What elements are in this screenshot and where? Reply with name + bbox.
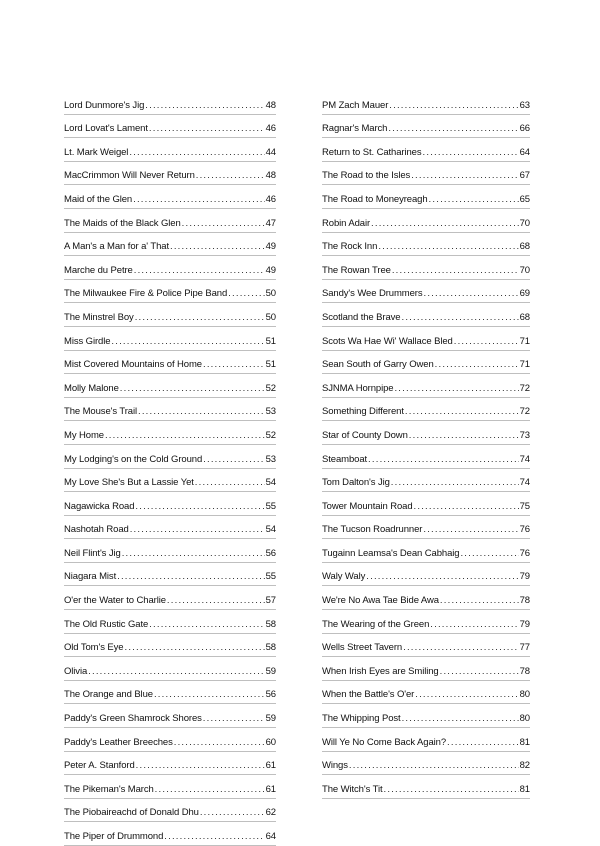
index-entry: [322, 280, 530, 304]
entry-page-number: 64: [265, 831, 276, 842]
entry-page-number: 50: [265, 288, 276, 300]
entry-title: Star of County Down: [322, 429, 408, 441]
index-entry: [322, 492, 530, 516]
entry-page-number: 58: [265, 618, 276, 630]
dot-leader: [384, 784, 519, 796]
entry-page-number: 65: [519, 193, 530, 205]
dot-leader: [392, 265, 519, 277]
entry-title: Paddy's Green Shamrock Shores: [64, 713, 202, 725]
index-entry: [322, 421, 530, 445]
index-entry: [322, 327, 530, 351]
entry-title: Olivia: [64, 665, 88, 677]
index-entry: [322, 374, 530, 398]
dot-leader: [135, 501, 264, 513]
entry-page-number: 77: [519, 642, 530, 654]
entry-title: When Irish Eyes are Smiling: [322, 665, 439, 677]
dot-leader: [401, 312, 518, 324]
entry-title: Old Tom's Eye: [64, 642, 124, 654]
dot-leader: [405, 406, 519, 418]
dot-leader: [440, 595, 519, 607]
dot-leader: [203, 454, 264, 466]
dot-leader: [134, 265, 265, 277]
entry-page-number: 80: [519, 713, 530, 725]
dot-leader: [203, 359, 265, 371]
dot-leader: [203, 713, 265, 725]
entry-page-number: 63: [519, 99, 530, 111]
dot-leader: [423, 524, 518, 536]
dot-leader: [423, 288, 518, 300]
entry-title: The Maids of the Black Glen: [64, 217, 181, 229]
dot-leader: [135, 312, 265, 324]
entry-page-number: 80: [519, 689, 530, 701]
entry-title: Marche du Petre: [64, 264, 133, 276]
dot-leader: [349, 760, 519, 772]
entry-title: The Road to the Isles: [322, 170, 411, 182]
dot-leader: [447, 737, 519, 749]
entry-page-number: 61: [265, 760, 276, 772]
entry-page-number: 44: [265, 146, 276, 158]
entry-page-number: 53: [265, 406, 276, 418]
entry-page-number: 51: [265, 359, 276, 371]
index-entry: [64, 374, 276, 398]
dot-leader: [129, 147, 264, 159]
entry-page-number: 75: [519, 500, 530, 512]
entry-page-number: 57: [265, 595, 276, 607]
entry-title: Lt. Mark Weigel: [64, 146, 129, 158]
entry-page-number: 72: [519, 382, 530, 394]
index-entry: [322, 209, 530, 233]
entry-page-number: 81: [519, 783, 530, 795]
dot-leader: [460, 548, 518, 560]
entry-title: My Love She's But a Lassie Yet: [64, 477, 194, 489]
index-entry: [64, 539, 276, 563]
dot-leader: [136, 760, 265, 772]
entry-title: Tom Dalton's Jig: [322, 477, 390, 489]
dot-leader: [228, 288, 264, 300]
index-entry: [322, 138, 530, 162]
dot-leader: [182, 218, 265, 230]
index-entry: [64, 138, 276, 162]
dot-leader: [429, 194, 519, 206]
index-entry: [322, 563, 530, 587]
entry-title: Miss Girdle: [64, 335, 111, 347]
index-column-left: [64, 91, 276, 846]
index-entry: [322, 704, 530, 728]
entry-page-number: 61: [265, 783, 276, 795]
entry-title: The Piper of Drummond: [64, 831, 164, 842]
dot-leader: [195, 477, 265, 489]
index-entry: [322, 516, 530, 540]
dot-leader: [378, 241, 518, 253]
entry-title: PM Zach Mauer: [322, 99, 389, 111]
index-entry: [322, 303, 530, 327]
entry-page-number: 49: [265, 264, 276, 276]
index-entry: [64, 516, 276, 540]
entry-page-number: 72: [519, 406, 530, 418]
dot-leader: [196, 170, 265, 182]
index-entry: [322, 775, 530, 799]
index-entry: [64, 91, 276, 115]
dot-leader: [120, 383, 265, 395]
entry-page-number: 49: [265, 241, 276, 253]
dot-leader: [149, 123, 265, 135]
dot-leader: [124, 642, 264, 654]
entry-title: Molly Malone: [64, 382, 119, 394]
index-entry: [64, 563, 276, 587]
entry-page-number: 74: [519, 477, 530, 489]
index-entry: [64, 681, 276, 705]
entry-page-number: 46: [265, 193, 276, 205]
dot-leader: [391, 477, 519, 489]
entry-title: My Lodging's on the Cold Ground: [64, 453, 203, 465]
dot-leader: [88, 666, 264, 678]
dot-leader: [366, 571, 518, 583]
entry-title: The Tucson Roadrunner: [322, 524, 423, 536]
entry-page-number: 48: [265, 99, 276, 111]
entry-title: Nashotah Road: [64, 524, 129, 536]
dot-leader: [368, 454, 519, 466]
entry-page-number: 68: [519, 241, 530, 253]
index-entry: [64, 185, 276, 209]
index-entry: [64, 162, 276, 186]
entry-title: Wings: [322, 760, 348, 772]
index-entry: [322, 185, 530, 209]
entry-page-number: 81: [519, 736, 530, 748]
entry-page-number: 79: [519, 571, 530, 583]
dot-leader: [122, 548, 265, 560]
index-entry: [64, 752, 276, 776]
dot-leader: [155, 784, 265, 796]
dot-leader: [200, 807, 265, 819]
dot-leader: [411, 170, 518, 182]
entry-title: The Rock Inn: [322, 241, 378, 253]
index-entry: [322, 256, 530, 280]
entry-page-number: 79: [519, 618, 530, 630]
dot-leader: [145, 100, 264, 112]
index-entry: [64, 775, 276, 799]
entry-page-number: 56: [265, 689, 276, 701]
entry-title: O'er the Water to Charlie: [64, 595, 166, 607]
entry-title: Lord Lovat's Lament: [64, 123, 148, 135]
index-entry: [64, 256, 276, 280]
entry-title: Will Ye No Come Back Again?: [322, 736, 447, 748]
index-entry: [64, 634, 276, 658]
entry-title: Niagara Mist: [64, 571, 117, 583]
entry-page-number: 78: [519, 595, 530, 607]
entry-page-number: 70: [519, 264, 530, 276]
entry-page-number: 58: [265, 642, 276, 654]
index-entry: [64, 421, 276, 445]
entry-title: The Orange and Blue: [64, 689, 153, 701]
entry-title: MacCrimmon Will Never Return: [64, 170, 195, 182]
dot-leader: [133, 194, 265, 206]
entry-page-number: 59: [265, 665, 276, 677]
dot-leader: [403, 642, 519, 654]
entry-page-number: 76: [519, 547, 530, 559]
entry-page-number: 47: [265, 217, 276, 229]
entry-title: The Mouse's Trail: [64, 406, 137, 418]
entry-title: Paddy's Leather Breeches: [64, 736, 173, 748]
entry-title: Mist Covered Mountains of Home: [64, 359, 202, 371]
entry-title: The Piobaireachd of Donald Dhu: [64, 807, 199, 819]
entry-title: Return to St. Catharines: [322, 146, 422, 158]
entry-title: The Witch's Tit: [322, 783, 383, 795]
dot-leader: [389, 100, 518, 112]
index-entry: [64, 610, 276, 634]
entry-title: My Home: [64, 429, 104, 441]
entry-page-number: 52: [265, 429, 276, 441]
entry-page-number: 70: [519, 217, 530, 229]
index-column-right: [322, 91, 530, 799]
dot-leader: [170, 241, 265, 253]
index-entry: [322, 398, 530, 422]
dot-leader: [388, 123, 518, 135]
index-entry: [322, 728, 530, 752]
dot-leader: [105, 430, 265, 442]
entry-title: The Rowan Tree: [322, 264, 391, 276]
dot-leader: [440, 666, 519, 678]
entry-title: Neil Flint's Jig: [64, 547, 121, 559]
dot-leader: [409, 430, 519, 442]
dot-leader: [414, 501, 519, 513]
entry-page-number: 76: [519, 524, 530, 536]
index-entry: [322, 610, 530, 634]
entry-page-number: 74: [519, 453, 530, 465]
entry-page-number: 50: [265, 311, 276, 323]
entry-title: Tower Mountain Road: [322, 500, 413, 512]
dot-leader: [117, 571, 265, 583]
dot-leader: [167, 595, 265, 607]
entry-page-number: 54: [265, 477, 276, 489]
dot-leader: [435, 359, 519, 371]
dot-leader: [164, 831, 264, 843]
entry-title: Robin Adair: [322, 217, 371, 229]
dot-leader: [154, 689, 265, 701]
entry-title: The Whipping Post: [322, 713, 401, 725]
index-entry: [64, 303, 276, 327]
entry-title: The Minstrel Boy: [64, 311, 134, 323]
entry-page-number: 71: [519, 335, 530, 347]
index-entry: [64, 209, 276, 233]
index-entry: [322, 657, 530, 681]
entry-page-number: 52: [265, 382, 276, 394]
index-entry: [64, 728, 276, 752]
entry-page-number: 51: [265, 335, 276, 347]
index-entry: [64, 445, 276, 469]
index-entry: [64, 799, 276, 823]
index-entry: [322, 351, 530, 375]
entry-title: Scotland the Brave: [322, 311, 401, 323]
index-entry: [64, 233, 276, 257]
entry-page-number: 53: [265, 453, 276, 465]
dot-leader: [149, 619, 264, 631]
dot-leader: [402, 713, 519, 725]
index-entry: [64, 115, 276, 139]
dot-leader: [371, 218, 519, 230]
entry-title: Steamboat: [322, 453, 368, 465]
index-entry: [322, 233, 530, 257]
entry-page-number: 55: [265, 500, 276, 512]
index-entry: [322, 162, 530, 186]
entry-title: Peter A. Stanford: [64, 760, 135, 772]
entry-page-number: 48: [265, 170, 276, 182]
index-entry: [322, 469, 530, 493]
entry-page-number: 73: [519, 429, 530, 441]
entry-page-number: 69: [519, 288, 530, 300]
entry-title: The Milwaukee Fire & Police Pipe Band: [64, 288, 228, 300]
entry-title: Ragnar's March: [322, 123, 388, 135]
dot-leader: [130, 524, 265, 536]
dot-leader: [174, 737, 265, 749]
entry-page-number: 78: [519, 665, 530, 677]
entry-title: The Road to Moneyreagh: [322, 193, 428, 205]
entry-title: SJNMA Hornpipe: [322, 382, 394, 394]
entry-page-number: 59: [265, 713, 276, 725]
index-entry: [322, 445, 530, 469]
entry-title: Scots Wa Hae Wi' Wallace Bled: [322, 335, 453, 347]
entry-title: The Wearing of the Green: [322, 618, 430, 630]
entry-title: Nagawicka Road: [64, 500, 135, 512]
index-entry: [322, 634, 530, 658]
entry-page-number: 71: [519, 359, 530, 371]
entry-title: Sandy's Wee Drummers: [322, 288, 423, 300]
entry-title: Waly Waly: [322, 571, 366, 583]
entry-title: Maid of the Glen: [64, 193, 133, 205]
entry-page-number: 60: [265, 736, 276, 748]
entry-title: A Man's a Man for a' That: [64, 241, 169, 253]
index-entry: [322, 586, 530, 610]
index-entry: [64, 398, 276, 422]
entry-page-number: 66: [519, 123, 530, 135]
entry-title: The Pikeman's March: [64, 783, 154, 795]
entry-title: We're No Awa Tae Bide Awa: [322, 595, 439, 607]
entry-title: When the Battle's O'er: [322, 689, 415, 701]
entry-page-number: 54: [265, 524, 276, 536]
index-entry: [64, 657, 276, 681]
index-entry: [64, 280, 276, 304]
index-entry: [322, 115, 530, 139]
dot-leader: [423, 147, 519, 159]
entry-page-number: 64: [519, 146, 530, 158]
entry-title: Lord Dunmore's Jig: [64, 99, 145, 111]
entry-page-number: 46: [265, 123, 276, 135]
index-entry: [322, 539, 530, 563]
index-entry: [64, 469, 276, 493]
dot-leader: [394, 383, 518, 395]
index-entry: [322, 91, 530, 115]
index-entry: [64, 704, 276, 728]
entry-page-number: 67: [519, 170, 530, 182]
dot-leader: [111, 336, 264, 348]
dot-leader: [430, 619, 518, 631]
index-entry: [64, 351, 276, 375]
entry-title: Wells Street Tavern: [322, 642, 403, 654]
entry-title: The Old Rustic Gate: [64, 618, 149, 630]
index-entry: [64, 586, 276, 610]
index-entry: [322, 681, 530, 705]
entry-page-number: 68: [519, 311, 530, 323]
entry-page-number: 56: [265, 547, 276, 559]
dot-leader: [138, 406, 265, 418]
dot-leader: [454, 336, 519, 348]
entry-title: Tugainn Leamsa's Dean Cabhaig: [322, 547, 460, 559]
entry-title: Something Different: [322, 406, 404, 418]
index-entry: [322, 752, 530, 776]
index-entry: [64, 492, 276, 516]
dot-leader: [415, 689, 518, 701]
entry-page-number: 62: [265, 807, 276, 819]
entry-page-number: 55: [265, 571, 276, 583]
index-entry: [64, 822, 276, 846]
entry-title: Sean South of Garry Owen: [322, 359, 434, 371]
entry-page-number: 82: [519, 760, 530, 772]
index-entry: [64, 327, 276, 351]
